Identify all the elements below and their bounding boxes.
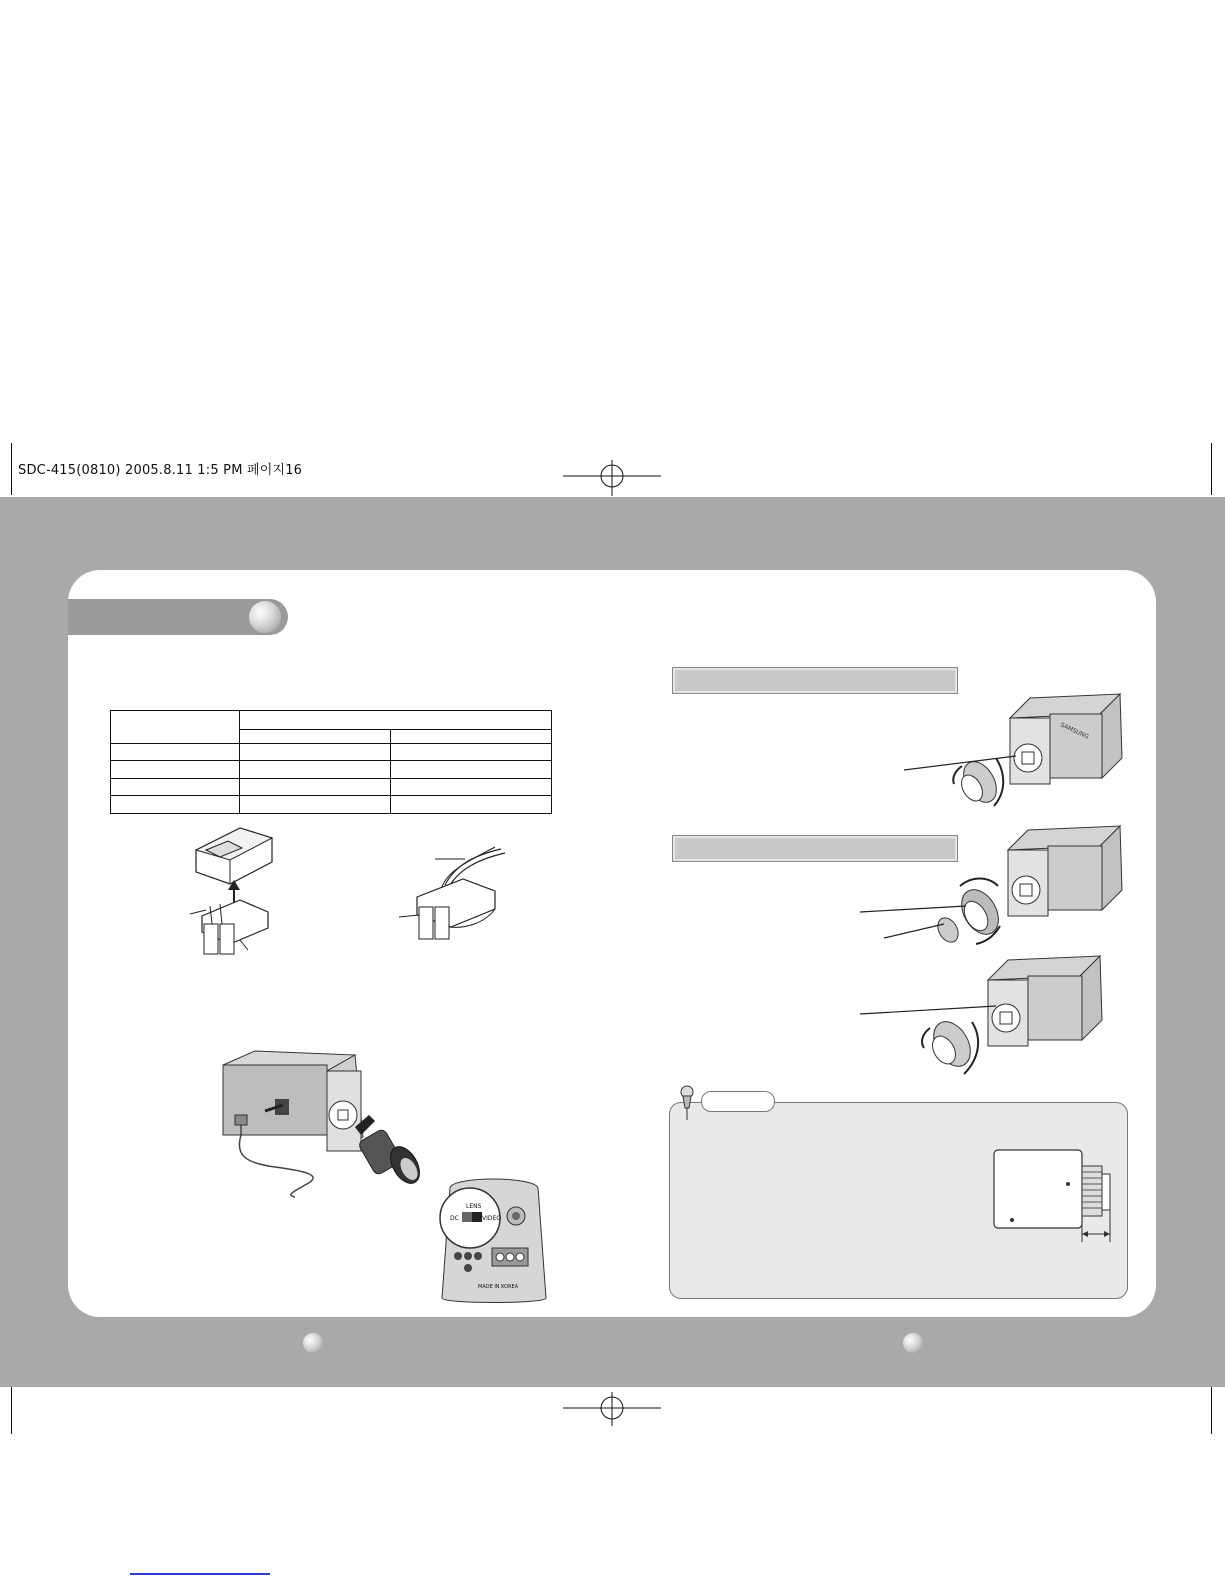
spec-table	[110, 710, 552, 814]
table-header-cell	[240, 711, 552, 730]
page-number-marker-left	[303, 1333, 323, 1353]
table-row	[111, 761, 552, 779]
table-header-cell	[391, 729, 552, 743]
lens-flange-diagram	[990, 1146, 1120, 1246]
table-row	[111, 743, 552, 761]
made-in-label: MADE IN KOREA	[478, 1284, 519, 1290]
note-pin-icon	[676, 1084, 698, 1124]
crop-mark	[11, 443, 12, 495]
print-slug: SDC-415(0810) 2005.8.11 1:5 PM 페이지16	[18, 463, 303, 478]
camera-lens-mount-illustration	[868, 950, 1108, 1085]
camera-c-mount-adapter-illustration	[868, 820, 1128, 960]
table-row	[111, 796, 552, 814]
camera-rear-panel-illustration	[438, 1172, 558, 1312]
camera-lens-attach-illustration	[215, 1045, 440, 1215]
section-tab-ball	[249, 601, 281, 633]
table-header-cell	[240, 729, 391, 743]
table-header-cell	[111, 711, 240, 744]
lens-switch-left-label: DC	[450, 1215, 459, 1222]
lens-switch-top-label: LENS	[466, 1203, 482, 1210]
connector-cover-illustration	[190, 820, 290, 965]
page-number-marker-right	[903, 1333, 923, 1353]
note-tab	[701, 1091, 775, 1112]
registration-mark-bottom	[563, 1392, 663, 1442]
crop-mark	[1211, 443, 1212, 495]
camera-cs-mount-illustration	[910, 688, 1125, 808]
table-row	[111, 778, 552, 796]
lens-switch-right-label: VIDEO	[482, 1215, 502, 1222]
camera-brand-label: SAMSUNG	[1059, 721, 1090, 741]
bottom-link-underline[interactable]	[130, 1573, 270, 1575]
connector-wires-illustration	[405, 845, 515, 955]
